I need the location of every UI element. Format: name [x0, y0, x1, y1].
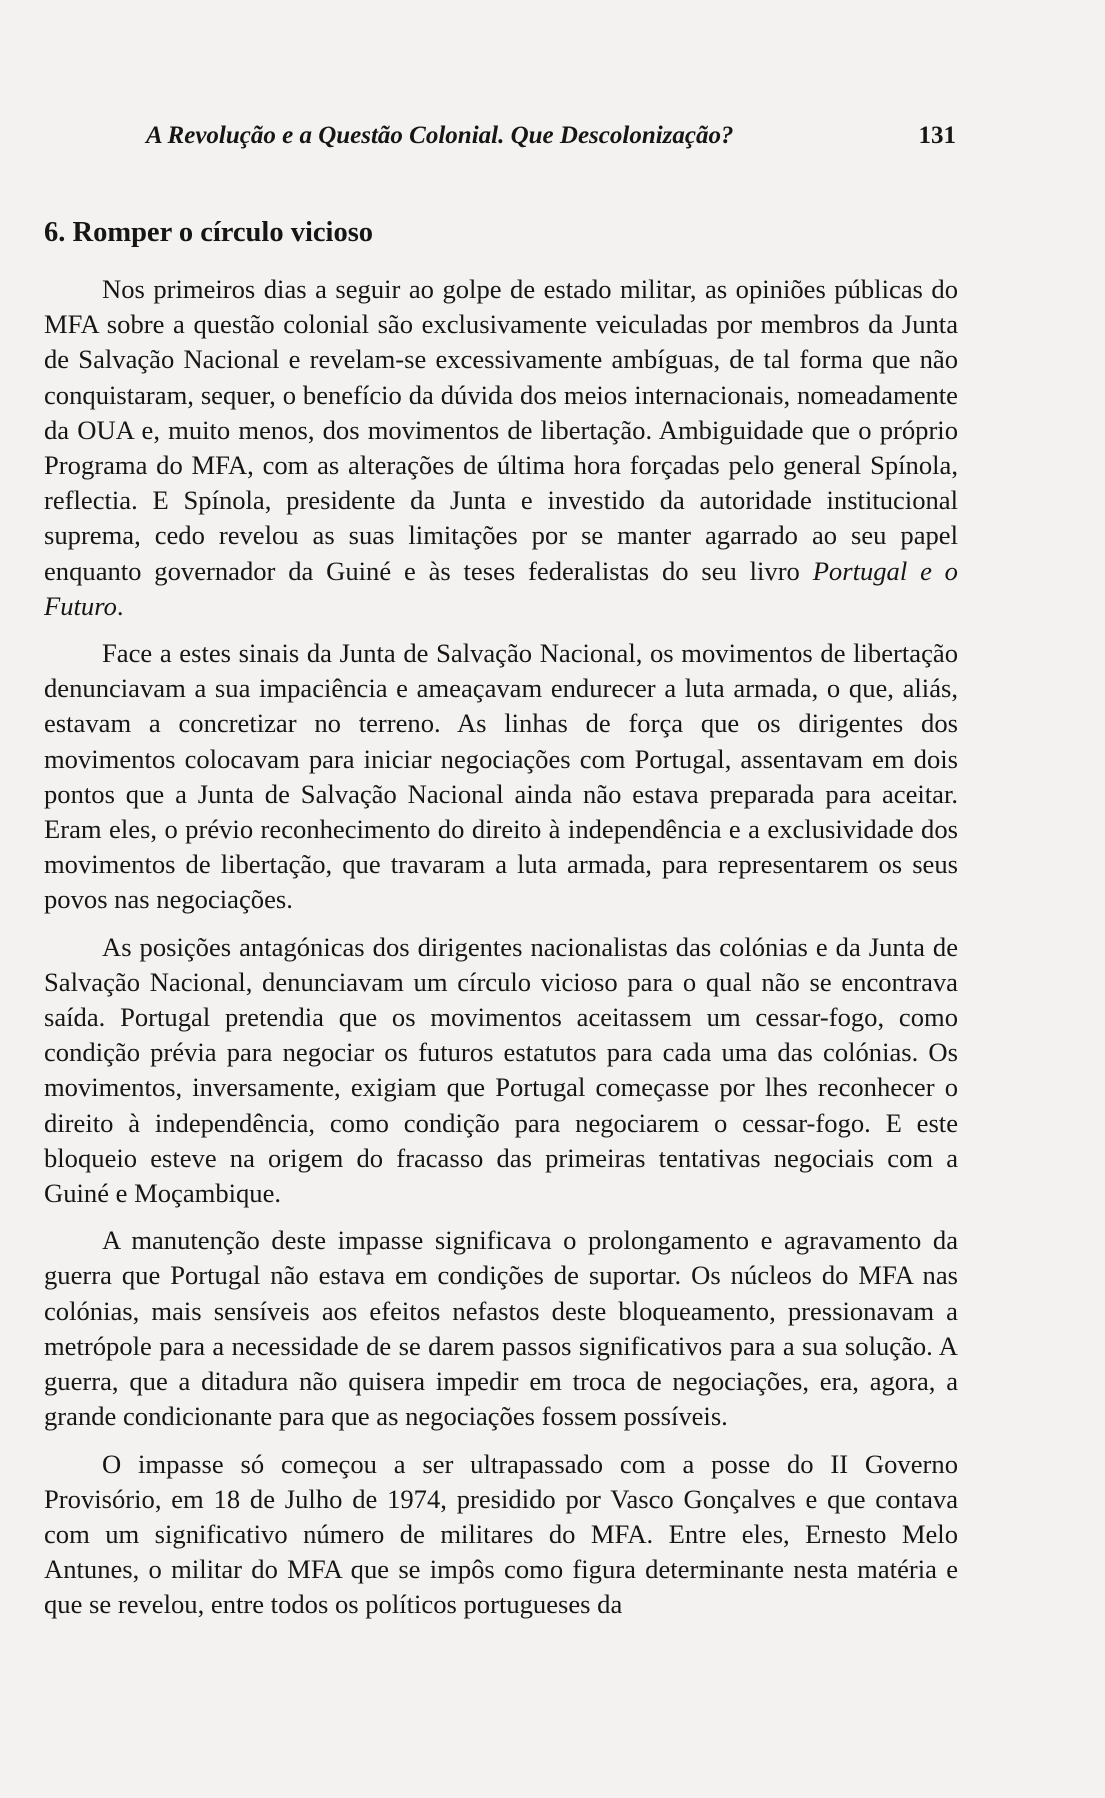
book-title: Portugal e o Futuro [44, 555, 958, 621]
paragraph-1 [44, 272, 958, 624]
page-number: 131 [918, 122, 956, 149]
body-text [44, 272, 958, 1635]
paragraph-2: Face a estes sinais da Junta de Salvação Nacional, os movimentos de libertação denunciavam a sua impaciência e ameaçavam endurecer a luta armada, o que, aliás, estavam a concretizar no terreno. As linhas de força que os dirigentes dos movimentos colocavam para iniciar negociações com Portugal, assentavam em dois pontos que a Junta de Salvação Nacional ainda não estava preparada para aceitar. Eram eles, o prévio reconhecimento do direito à independência e a exclusividade dos movimentos de libertação, que travaram a luta armada, para representarem os seus povos nas negociações. [44, 638, 958, 915]
paragraph-3: As posições antagónicas dos dirigentes nacionalistas das colónias e da Junta de Salvação Nacional, denunciavam um círculo vicioso para o qual não se encontrava saída. Portugal pretendia que os movimentos aceitassem um cessar-fogo, como condição prévia para negociar os futuros estatutos para cada uma das colónias. Os movimentos, inversamente, exigiam que Portugal começasse por lhes reconhecer o direito à independência, como condição para negociarem o cessar-fogo. E este bloqueio esteve na origem do fracasso das primeiras tentativas negociais com a Guiné e Moçambique. [44, 931, 958, 1209]
paragraph-4: A manutenção deste impasse significava o prolongamento e agravamento da guerra que Portugal não estava em condições de suportar. Os núcleos do MFA nas colónias, mais sensíveis aos efeitos nefastos deste bloqueamento, pressionavam a metrópole para a necessidade de se darem passos significativos para a sua solução. A guerra, que a ditadura não quisera impedir em troca de negociações, era, agora, a grande condicionante para que as negociações fossem possíveis. [44, 1225, 958, 1432]
running-title: A Revolução e a Questão Colonial. Que Descolonização? [146, 122, 734, 149]
running-header [146, 122, 958, 162]
paragraph-5: O impasse só começou a ser ultrapassado com a posse do II Governo Provisório, em 18 de Julho de 1974, presidido por Vasco Gonçalves e que contava com um significativo número de militares do MFA. Entre eles, Ernesto Melo Antunes, o militar do MFA que se impôs como figura determinante nesta matéria e que se revelou, entre todos os políticos portugueses da [44, 1448, 958, 1620]
section-heading: 6. Romper o círculo vicioso [44, 217, 374, 248]
paragraph-1-end: . [116, 590, 124, 621]
paragraph-1-text: Nos primeiros dias a seguir ao golpe de estado militar, as opiniões públicas do MFA sobre a questão colonial são exclusivamente veiculadas por membros da Junta de Salvação Nacional e revelam-se excessivamente ambíguas, de tal forma que não conquistaram, sequer, o benefício da dúvida dos meios internacionais, nomeadamente da OUA e, muito menos, dos movimentos de libertação. Ambiguidade que o próprio Programa do MFA, com as alterações de última hora forçadas pelo general Spínola, reflectia. E Spínola, presidente da Junta e investido da autoridade institucional suprema, cedo revelou as suas limitações por se manter agarrado ao seu papel enquanto governador da Guiné e às teses federalistas do seu livro [44, 274, 958, 586]
